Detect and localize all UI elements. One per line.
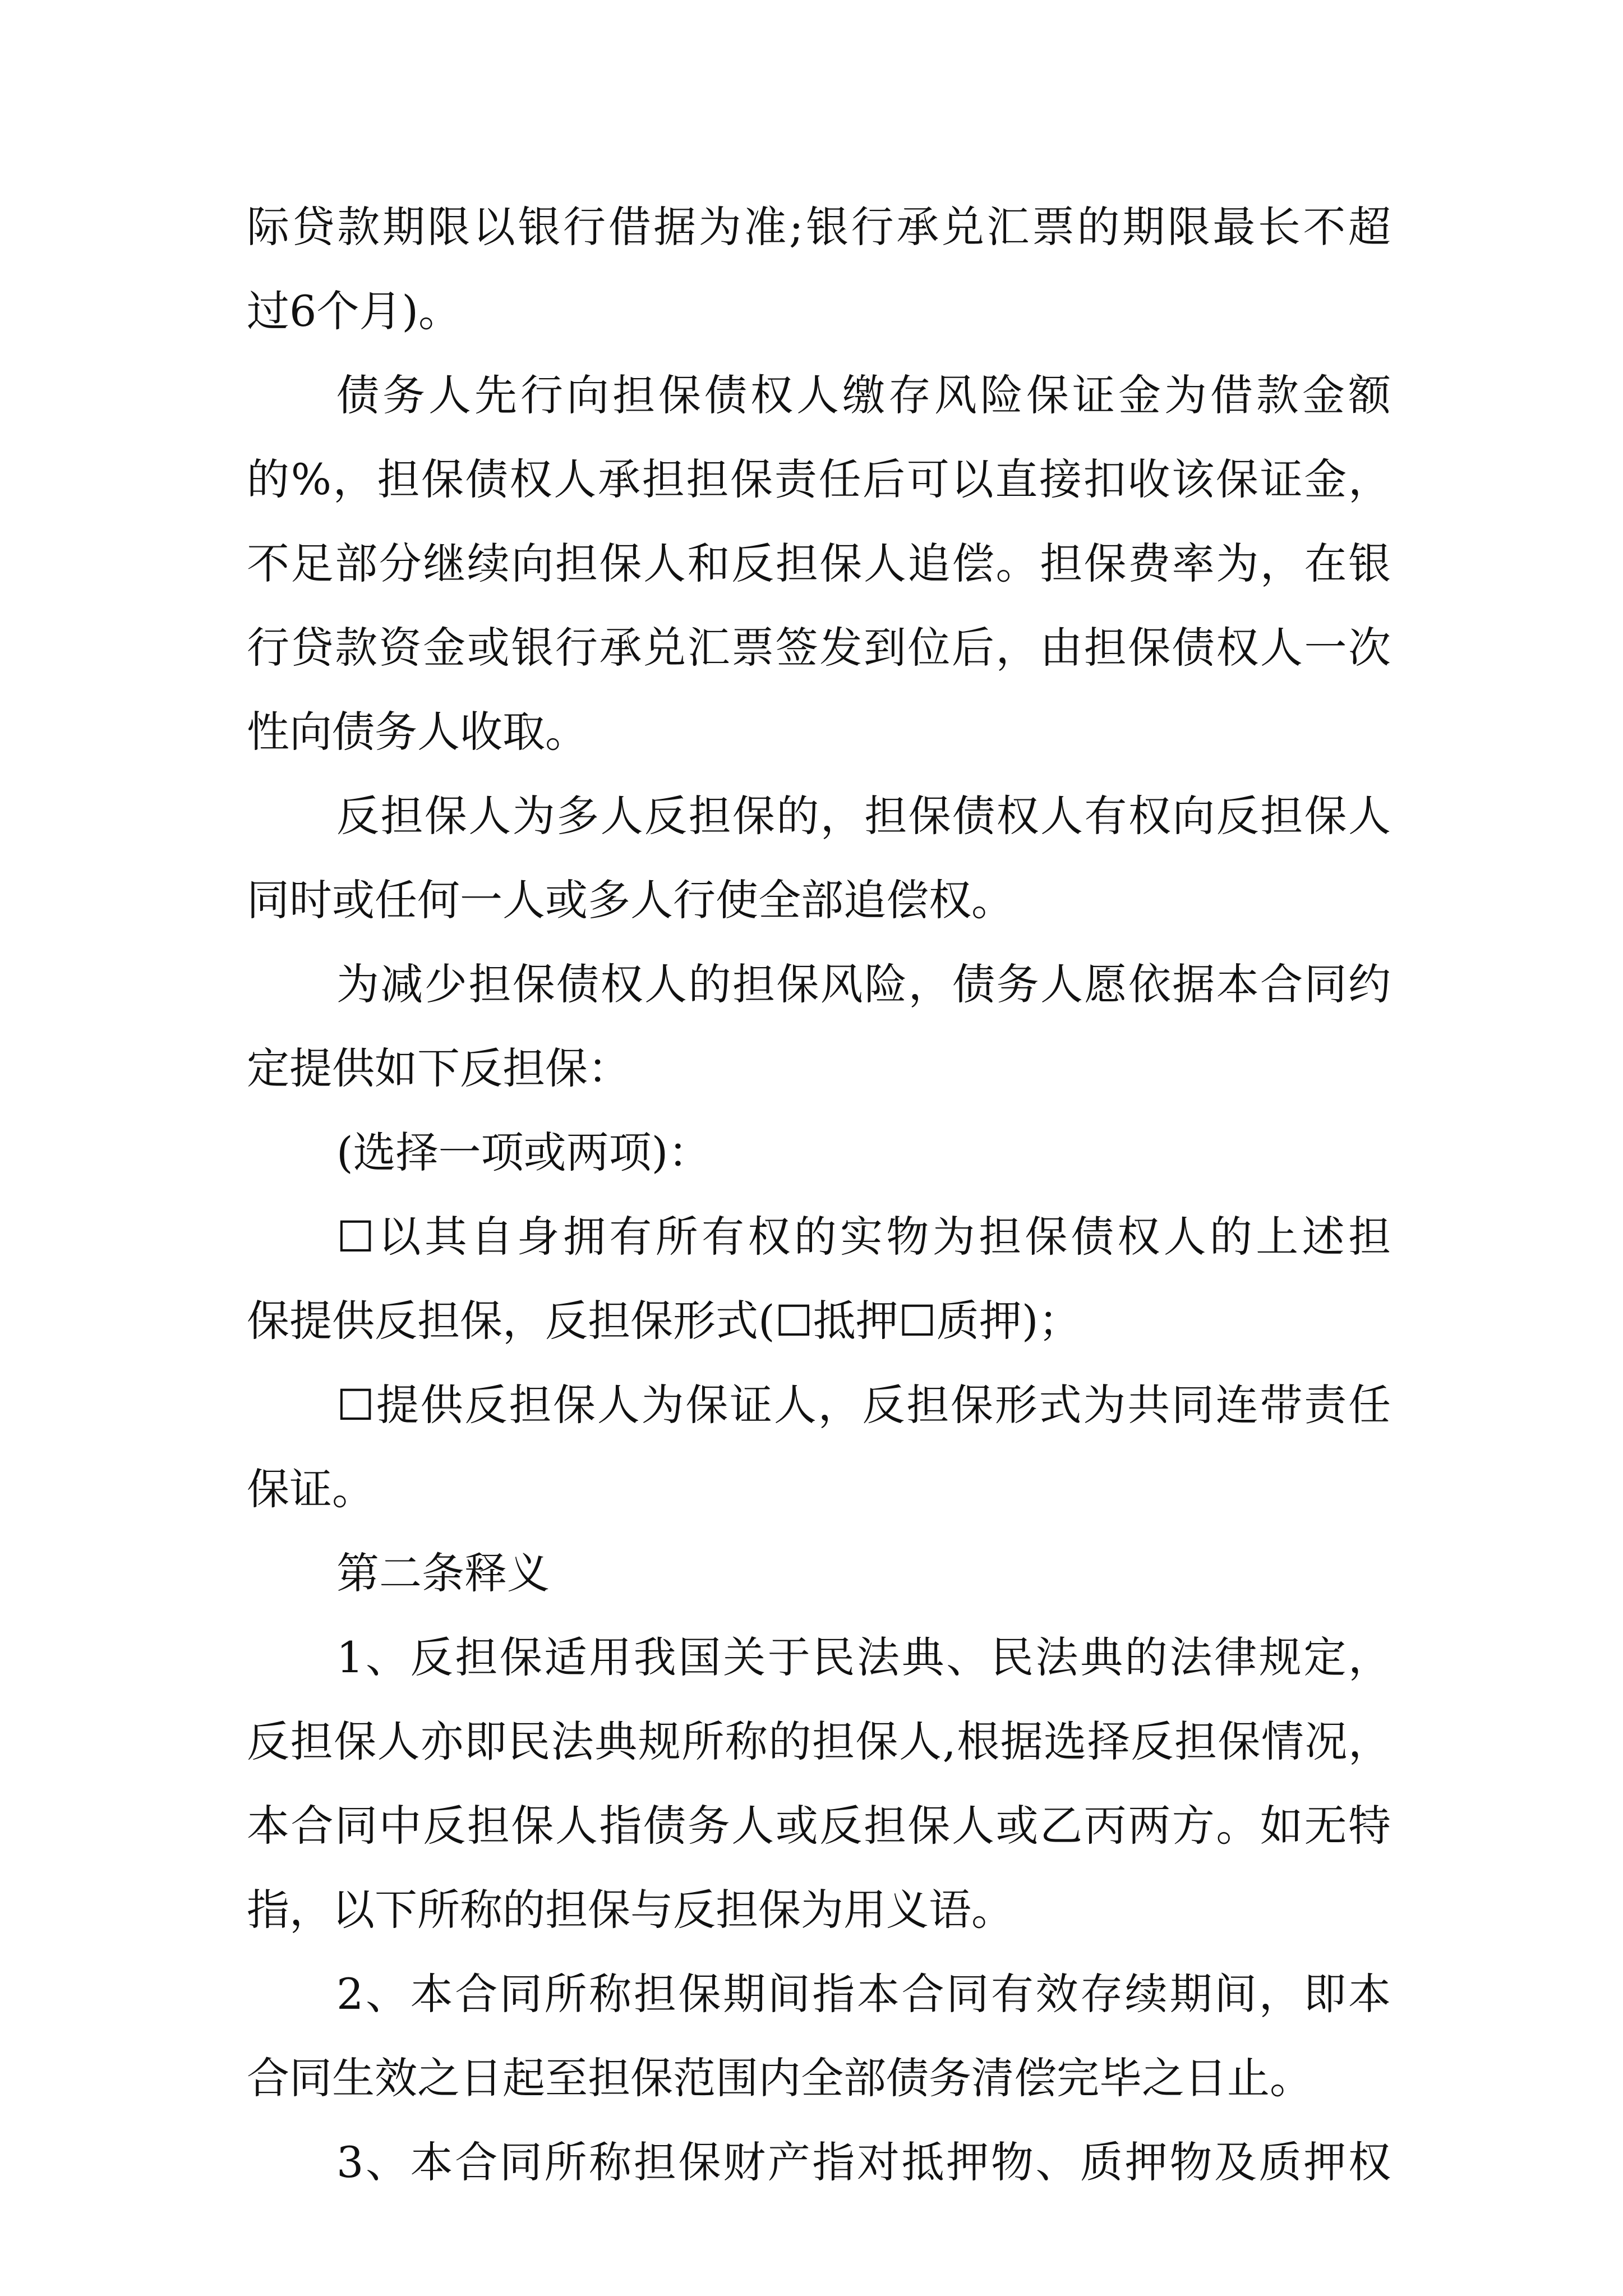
text-line: 为减少担保债权人的担保风险，债务人愿依据本合同约 xyxy=(336,959,1391,1009)
text-line: 3、本合同所称担保财产指对抵押物、质押物及质押权 xyxy=(336,2137,1391,2187)
text-line: 行贷款资金或银行承兑汇票签发到位后，由担保债权人一次 xyxy=(247,623,1391,673)
text-line: 反担保人亦即民法典规所称的担保人,根据选择反担保情况， xyxy=(247,1717,1391,1766)
text-line: 保提供反担保，反担保形式(☐抵押☐质押)； xyxy=(247,1296,1081,1346)
text-line: 反担保人为多人反担保的，担保债权人有权向反担保人 xyxy=(336,791,1391,841)
text-line: 2、本合同所称担保期间指本合同有效存续期间，即本 xyxy=(336,1969,1391,2019)
text-line: 保证。 xyxy=(247,1464,375,1514)
document-body xyxy=(247,185,1391,2205)
text-line: 性向债务人收取。 xyxy=(247,707,588,757)
text-line: 指，以下所称的担保与反担保为用义语。 xyxy=(247,1885,1014,1935)
text-line: 定提供如下反担保： xyxy=(247,1043,630,1093)
text-line: ☐以其自身拥有所有权的实物为担保债权人的上述担 xyxy=(336,1212,1391,1262)
text-line: 同时或任何一人或多人行使全部追偿权。 xyxy=(247,875,1014,925)
text-line: 债务人先行向担保债权人缴存风险保证金为借款金额 xyxy=(336,370,1391,420)
text-line: 际贷款期限以银行借据为准;银行承兑汇票的期限最长不超 xyxy=(247,202,1391,252)
text-line: 过6个月)。 xyxy=(247,286,462,336)
text-line: ☐提供反担保人为保证人，反担保形式为共同连带责任 xyxy=(336,1380,1391,1430)
text-line: 本合同中反担保人指债务人或反担保人或乙丙两方。如无特 xyxy=(247,1801,1391,1851)
text-line: 的%，担保债权人承担担保责任后可以直接扣收该保证金， xyxy=(247,454,1391,504)
text-line: 不足部分继续向担保人和反担保人追偿。担保费率为，在银 xyxy=(247,539,1391,588)
section-heading: 第二条释义 xyxy=(336,1548,550,1598)
text-line: 1、反担保适用我国关于民法典、民法典的法律规定， xyxy=(336,1632,1391,1682)
text-line: 合同生效之日起至担保范围内全部债务清偿完毕之日止。 xyxy=(247,2053,1312,2103)
text-line: (选择一项或两项)： xyxy=(336,1128,711,1177)
